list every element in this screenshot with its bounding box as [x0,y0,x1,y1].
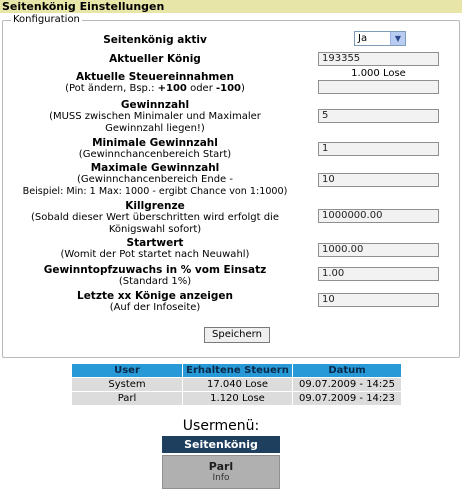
kill-limit-row [0,200,310,236]
history-cell-tax: 17.040 Lose [183,378,292,391]
min-number-desc: (Gewinnchancenbereich Start) [78,149,232,160]
tax-income-row [0,71,310,95]
active-select-value: Ja [358,33,368,44]
winning-number-desc: (MUSS zwischen Minimaler und Maximaler Gewinnzahl liegen!) [49,111,261,134]
table-row [72,378,401,391]
max-number-row [0,162,310,198]
winning-number-row [0,99,310,135]
max-number-label: Maximale Gewinnzahl [90,162,220,174]
current-king-label: Aktueller König [109,53,201,65]
history-header-row [72,364,401,377]
usermenu-info-link[interactable]: Info [212,473,230,483]
pot-growth-row [0,264,310,288]
pot-growth-input[interactable]: 1.00 [318,267,439,281]
history-cell-user: Parl [72,392,182,405]
kill-limit-input[interactable]: 1000000.00 [318,209,439,223]
active-row [0,34,310,46]
start-value-desc: (Womit der Pot startet nach Neuwahl) [60,249,250,260]
max-number-desc-1: (Gewinnchancenbereich Ende - [76,174,233,185]
winning-number-label: Gewinnzahl [120,99,190,111]
pot-growth-label: Gewinntopfzuwachs in % vom Einsatz [43,264,267,276]
usermenu-user-name[interactable]: Parl [208,460,234,473]
max-number-desc-2: Beispiel: Min: 1 Max: 1000 - ergibt Chance von 1:1000) [22,186,288,197]
tax-income-label: Aktuelle Steuereinnahmen [76,71,234,83]
start-value-input[interactable]: 1000.00 [318,243,439,257]
tax-income-display: 1.000 Lose [351,68,406,79]
pot-growth-desc: (Standard 1%) [118,276,192,287]
chevron-down-icon[interactable]: ▼ [390,32,405,45]
history-header-date: Datum [293,364,401,377]
current-king-input[interactable]: 193355 [318,52,439,66]
history-cell-date: 09.07.2009 - 14:23 [293,392,401,405]
tax-income-input[interactable] [318,80,439,94]
min-number-input[interactable]: 1 [318,142,439,156]
usermenu-title: Usermenü: [182,418,260,434]
history-header-user: User [72,364,182,377]
current-king-row [0,53,310,65]
usermenu-user-box[interactable] [162,455,280,489]
kill-limit-desc: (Sobald dieser Wert überschritten wird erfolgt die Königswahl sofort) [31,212,279,235]
winning-number-input[interactable]: 5 [318,109,439,123]
config-legend: Konfiguration [13,14,80,25]
start-value-label: Startwert [126,237,184,249]
min-number-row [0,137,310,161]
history-header-tax: Erhaltene Steuern [183,364,292,377]
kill-limit-label: Killgrenze [125,200,185,212]
tax-income-desc: (Pot ändern, Bsp.: +100 oder -100) [65,83,245,94]
history-cell-tax: 1.120 Lose [183,392,292,405]
max-number-input[interactable]: 10 [318,173,439,187]
active-select[interactable] [354,31,406,46]
history-cell-user: System [72,378,182,391]
usermenu-header[interactable]: Seitenkönig [162,436,280,453]
last-kings-label: Letzte xx Könige anzeigen [77,290,233,302]
table-row [72,392,401,405]
save-button[interactable]: Speichern [204,327,270,343]
history-table [71,363,402,406]
min-number-label: Minimale Gewinnzahl [92,137,218,149]
start-value-row [0,237,310,261]
page-title: Seitenkönig Einstellungen [0,0,462,13]
last-kings-row [0,290,310,314]
history-cell-date: 09.07.2009 - 14:25 [293,378,401,391]
last-kings-input[interactable]: 10 [318,293,439,307]
active-label: Seitenkönig aktiv [103,34,207,46]
last-kings-desc: (Auf der Infoseite) [109,302,201,313]
